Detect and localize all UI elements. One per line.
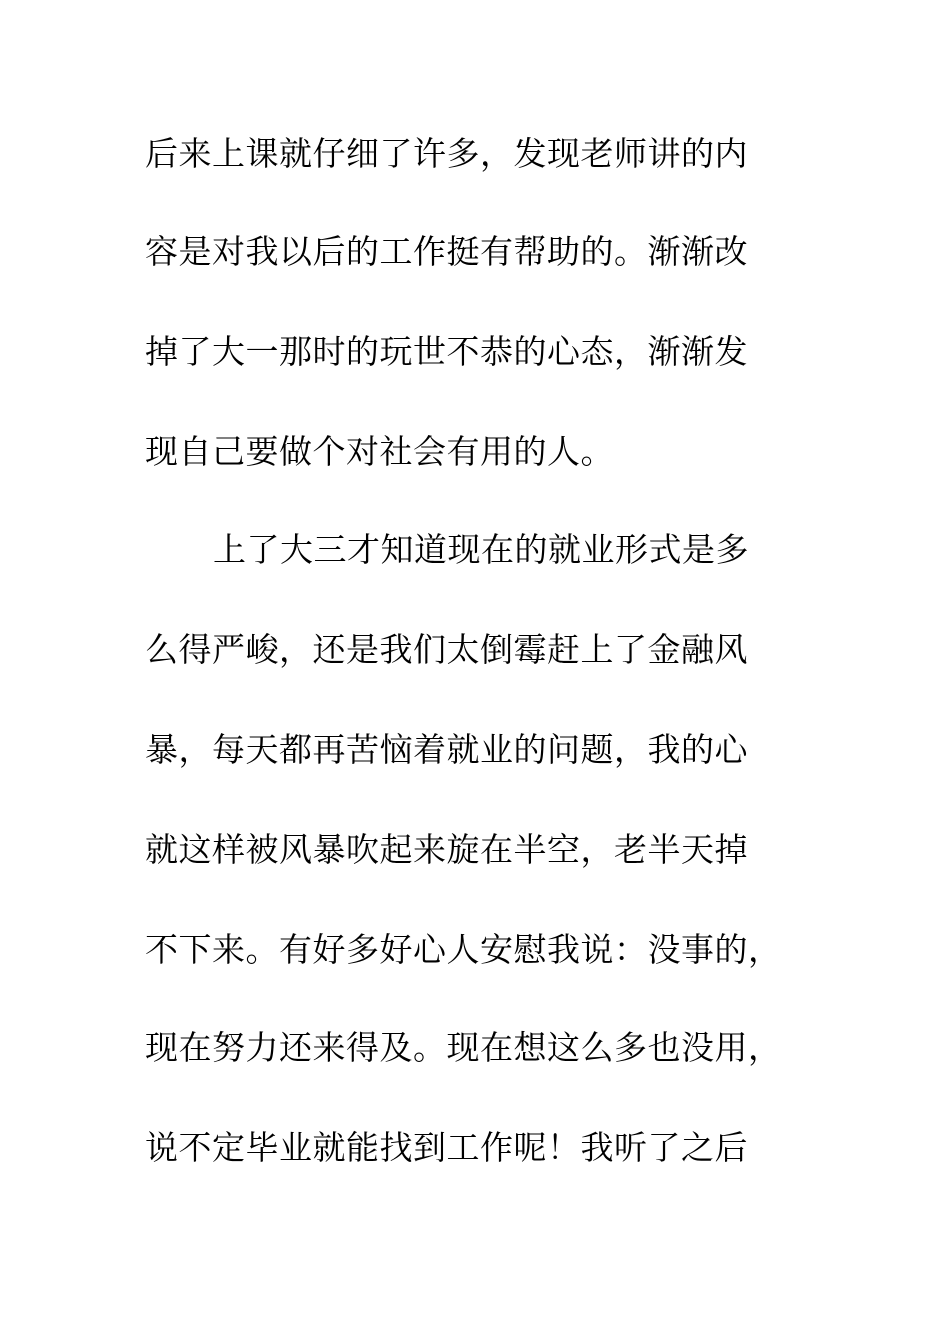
text-line: 么得严峻，还是我们太倒霉赶上了金融风 [145,630,748,669]
text-line: 说不定毕业就能找到工作呢！我听了之后 [145,1128,748,1167]
paragraph-first-line: 上了大三才知道现在的就业形式是多 [213,530,749,569]
text-line: 不下来。有好多好心人安慰我说：没事的， [145,930,782,969]
text-line: 掉了大一那时的玩世不恭的心态，渐渐发 [145,332,748,371]
text-line: 现在努力还来得及。现在想这么多也没用， [145,1028,782,1067]
text-line: 后来上课就仔细了许多，发现老师讲的内 [145,134,748,173]
text-line: 容是对我以后的工作挺有帮助的。渐渐改 [145,232,748,271]
text-line: 暴，每天都再苦恼着就业的问题，我的心 [145,730,748,769]
text-line: 就这样被风暴吹起来旋在半空，老半天掉 [145,830,748,869]
text-line: 现自己要做个对社会有用的人。 [145,432,614,471]
